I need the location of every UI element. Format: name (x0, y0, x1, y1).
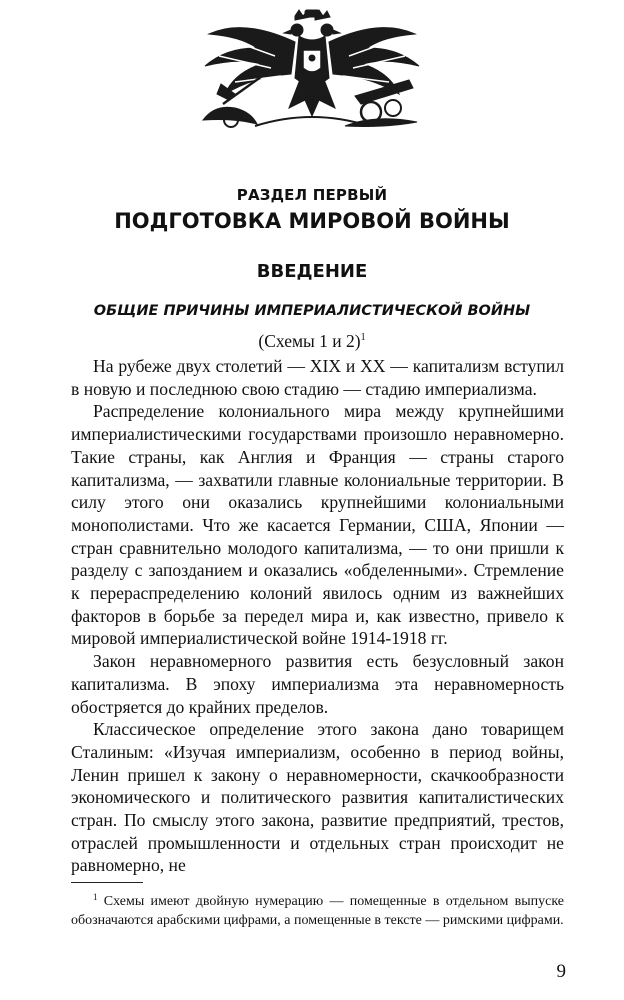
footnote-marker: 1 (93, 892, 98, 902)
page-number: 9 (556, 961, 566, 982)
paragraph: Закон неравномерного развития есть безусловный закон капитализма. В эпоху империализма эта неравномерность обостряется до крайних пределов. (71, 651, 564, 717)
footnote-divider (71, 882, 143, 883)
chapter-subtitle: ОБЩИЕ ПРИЧИНЫ ИМПЕРИАЛИСТИЧЕСКОЙ ВОЙНЫ (93, 303, 531, 319)
chapter-title: ВВЕДЕНИЕ (256, 261, 368, 282)
section-title: ПОДГОТОВКА МИРОВОЙ ВОЙНЫ (114, 209, 510, 233)
double-headed-eagle-icon (195, 8, 430, 134)
footnote-ref[interactable]: 1 (360, 332, 366, 343)
schemes-note (0, 331, 624, 352)
section-label: РАЗДЕЛ ПЕРВЫЙ (236, 186, 388, 204)
paragraph: Классическое определение этого закона дано товарищем Сталиным: «Изучая империализм, особенно в период войны, Ленин пришел к закону о неравномерности, скачкообразности экономического и политического развития капиталистических стран. По смыслу этого закона, развитие предприятий, трестов, отраслей промышленности и отдельных стран происходит не равномерно, не (71, 719, 564, 876)
schemes-note-text: (Схемы 1 и 2) (258, 331, 361, 351)
body-text (71, 355, 564, 877)
footnote (71, 888, 564, 930)
paragraph: Распределение колониального мира между крупнейшими империалистическими государствами произошло неравномерно. Такие страны, как Англия и Франция — страны старого капитализма, — захватили главные колониальные территории. В силу этого они оказались крупнейшими колониальными монополистами. Что же касается Германии, США, Японии — стран сравнительно молодого капитализма, — то они пришли к разделу с запозданием и оказались «обделенными». Стремление к перераспределению колоний явилось одним из важнейших факторов в борьбе за передел мира и, как известно, привело к мировой империалистической войне 1914-1918 гг. (71, 401, 564, 649)
footnote-text: Схемы имеют двойную нумерацию — помещенные в отдельном выпуске обозначаются арабскими цифрами, а помещенные в тексте — римскими цифрами. (71, 894, 564, 928)
paragraph: На рубеже двух столетий — XIX и XX — капитализм вступил в новую и последнюю свою стадию — стадию империализма. (71, 356, 564, 399)
